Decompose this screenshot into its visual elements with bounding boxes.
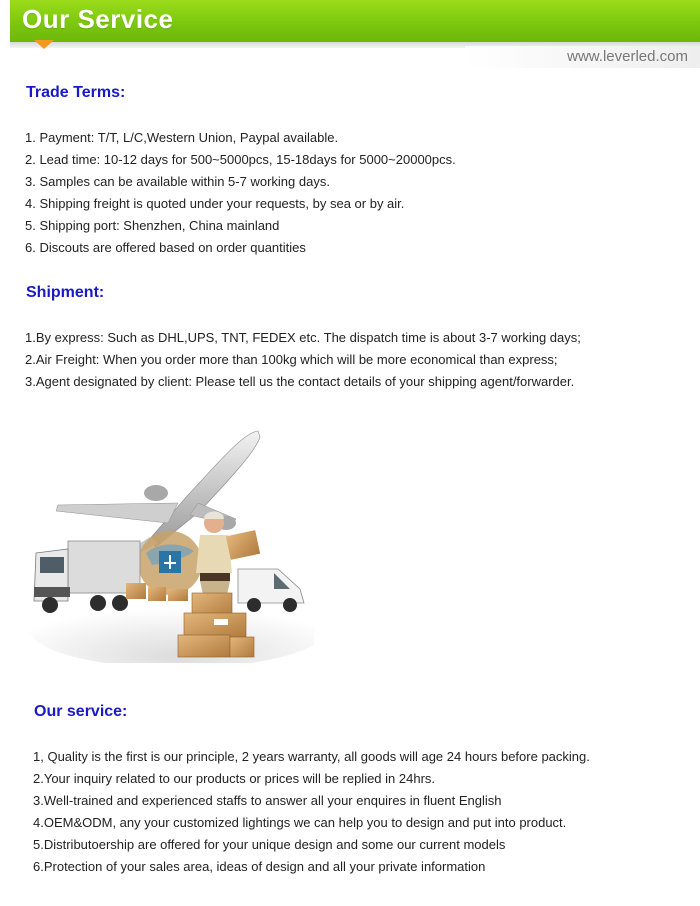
- trade-terms-heading: Trade Terms:: [26, 84, 126, 101]
- list-item: 6. Discouts are offered based on order quantities: [25, 240, 306, 255]
- shipment-heading: Shipment:: [26, 284, 105, 301]
- list-item: 6.Protection of your sales area, ideas of design and all your private information: [33, 859, 486, 874]
- site-url: www.leverled.com: [567, 48, 688, 65]
- shipment-list: [25, 327, 581, 393]
- list-item: 4.OEM&ODM, any your customized lightings we can help you to design and put into product.: [33, 815, 567, 830]
- trade-terms-list: [25, 127, 456, 259]
- list-item: 1. Payment: T/T, L/C,Western Union, Paypal available.: [25, 130, 339, 145]
- list-item: 2.Air Freight: When you order more than 100kg which will be more economical than express;: [25, 352, 558, 367]
- list-item: 5.Distributoership are offered for your unique design and some our current models: [33, 837, 506, 852]
- list-item: 2.Your inquiry related to our products or prices will be replied in 24hrs.: [33, 771, 436, 786]
- list-item: 2. Lead time: 10-12 days for 500~5000pcs, 15-18days for 5000~20000pcs.: [25, 152, 456, 167]
- list-item: 4. Shipping freight is quoted under your requests, by sea or by air.: [25, 196, 405, 211]
- page-title: Our Service: [22, 4, 174, 34]
- list-item: 3.Agent designated by client: Please tell us the contact details of your shipping agent/forwarder.: [25, 374, 575, 389]
- shipping-illustration: [28, 423, 314, 663]
- globe-icon: [138, 531, 202, 595]
- list-item: 1, Quality is the first is our principle, 2 years warranty, all goods will age 24 hours before packing.: [33, 749, 590, 764]
- list-item: 3.Well-trained and experienced staffs to answer all your enquires in fluent English: [33, 793, 502, 808]
- list-item: 5. Shipping port: Shenzhen, China mainland: [25, 218, 280, 233]
- our-service-list: [33, 746, 590, 878]
- orange-tab-marker: [34, 40, 54, 49]
- our-service-heading: Our service:: [34, 703, 128, 720]
- list-item: 3. Samples can be available within 5-7 working days.: [25, 174, 330, 189]
- list-item: 1.By express: Such as DHL,UPS, TNT, FEDEX etc. The dispatch time is about 3-7 working days;: [25, 330, 581, 345]
